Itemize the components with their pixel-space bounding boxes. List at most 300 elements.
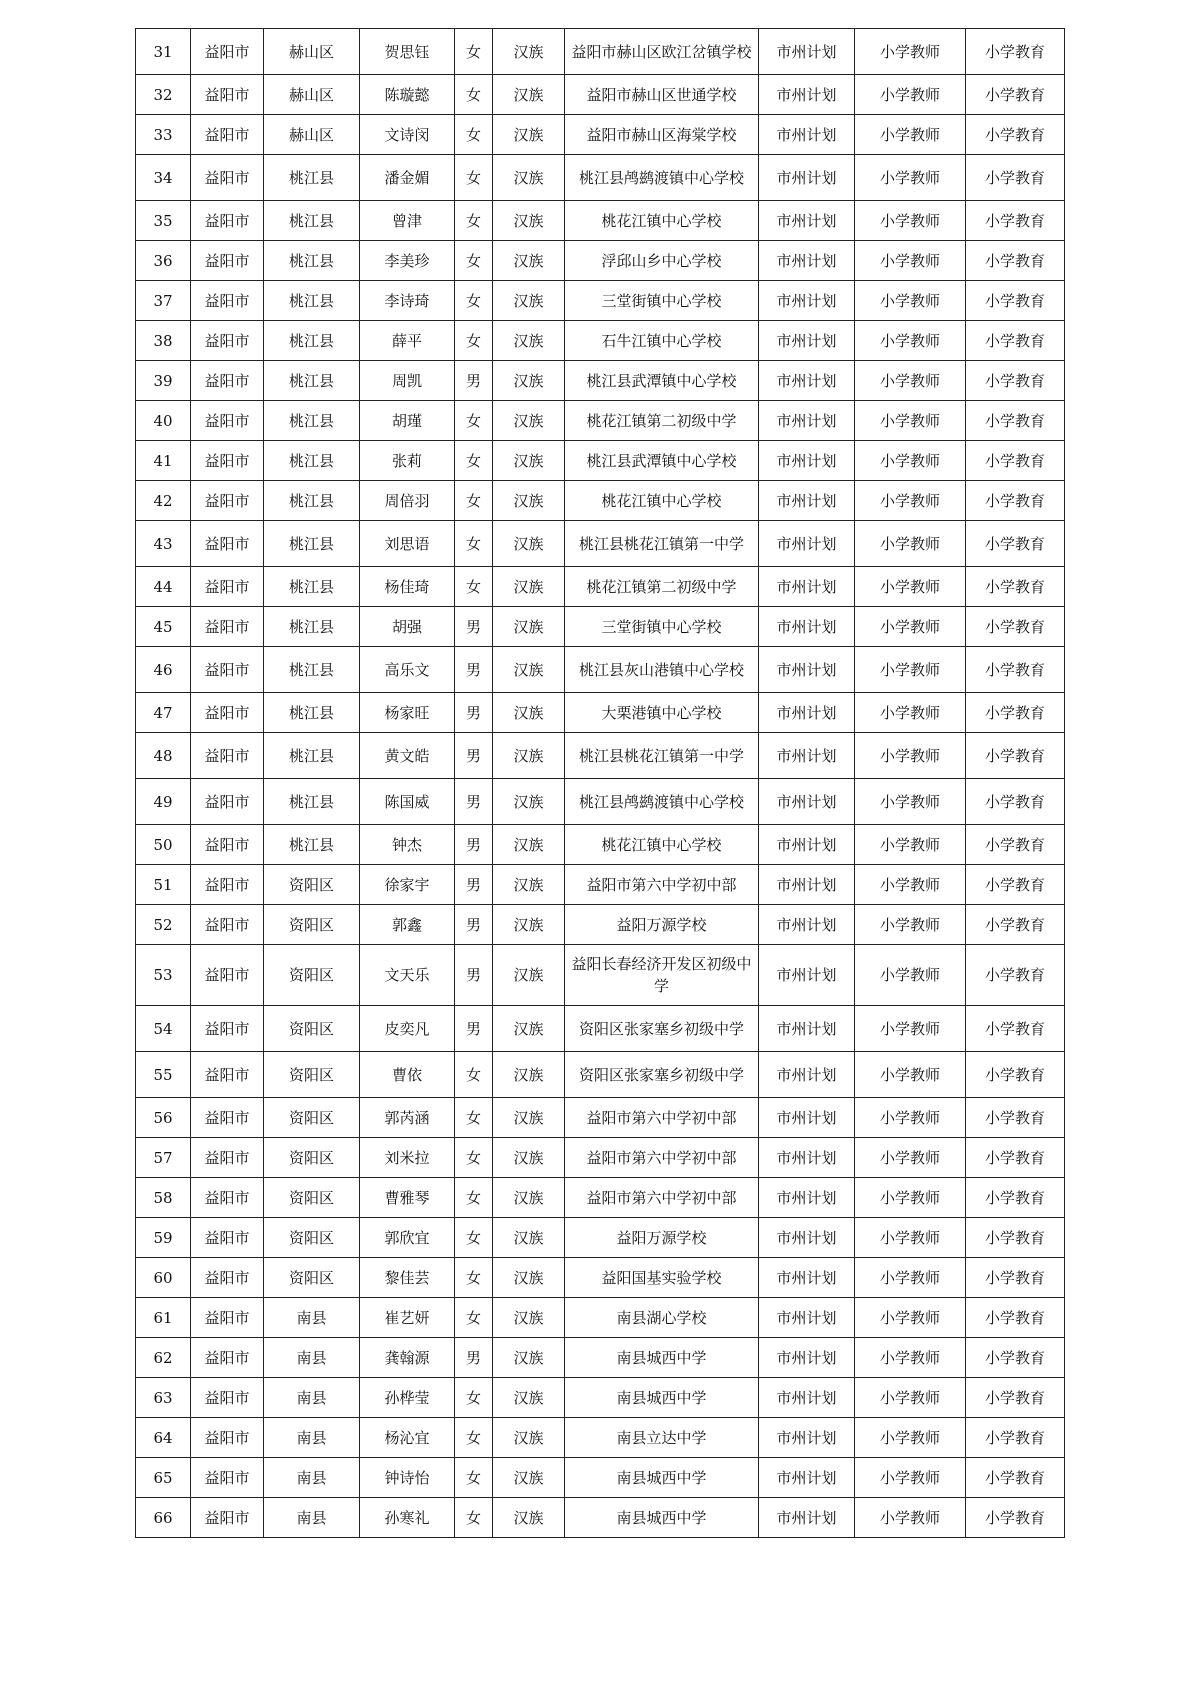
ethnicity-cell: 汉族	[493, 865, 565, 905]
position-cell: 小学教师	[855, 779, 966, 825]
plan-type-cell: 市州计划	[759, 521, 855, 567]
plan-type-cell: 市州计划	[759, 481, 855, 521]
plan-type-cell: 市州计划	[759, 1338, 855, 1378]
ethnicity-cell: 汉族	[493, 75, 565, 115]
city-cell: 益阳市	[191, 607, 264, 647]
city-cell: 益阳市	[191, 155, 264, 201]
school-cell: 浮邱山乡中心学校	[565, 241, 759, 281]
table-row	[136, 201, 1065, 241]
major-cell: 小学教育	[966, 115, 1065, 155]
plan-type-cell: 市州计划	[759, 115, 855, 155]
position-cell: 小学教师	[855, 1338, 966, 1378]
position-cell: 小学教师	[855, 733, 966, 779]
position-cell: 小学教师	[855, 241, 966, 281]
row-number-cell: 40	[136, 401, 191, 441]
name-cell: 黄文皓	[360, 733, 455, 779]
position-cell: 小学教师	[855, 1258, 966, 1298]
position-cell: 小学教师	[855, 567, 966, 607]
position-cell: 小学教师	[855, 1138, 966, 1178]
ethnicity-cell: 汉族	[493, 115, 565, 155]
name-cell: 皮奕凡	[360, 1006, 455, 1052]
ethnicity-cell: 汉族	[493, 733, 565, 779]
school-cell: 益阳长春经济开发区初级中学	[565, 945, 759, 1006]
table-row	[136, 825, 1065, 865]
major-cell: 小学教育	[966, 155, 1065, 201]
school-cell: 益阳国基实验学校	[565, 1258, 759, 1298]
row-number-cell: 43	[136, 521, 191, 567]
position-cell: 小学教师	[855, 321, 966, 361]
plan-type-cell: 市州计划	[759, 647, 855, 693]
name-cell: 潘金媚	[360, 155, 455, 201]
school-cell: 桃花江镇中心学校	[565, 825, 759, 865]
plan-type-cell: 市州计划	[759, 865, 855, 905]
ethnicity-cell: 汉族	[493, 647, 565, 693]
row-number-cell: 42	[136, 481, 191, 521]
position-cell: 小学教师	[855, 825, 966, 865]
ethnicity-cell: 汉族	[493, 281, 565, 321]
gender-cell: 女	[455, 155, 493, 201]
city-cell: 益阳市	[191, 1052, 264, 1098]
school-cell: 桃花江镇中心学校	[565, 201, 759, 241]
county-cell: 南县	[264, 1338, 360, 1378]
major-cell: 小学教育	[966, 1338, 1065, 1378]
city-cell: 益阳市	[191, 441, 264, 481]
gender-cell: 男	[455, 361, 493, 401]
gender-cell: 女	[455, 567, 493, 607]
city-cell: 益阳市	[191, 75, 264, 115]
name-cell: 周倍羽	[360, 481, 455, 521]
city-cell: 益阳市	[191, 825, 264, 865]
school-cell: 桃花江镇第二初级中学	[565, 567, 759, 607]
name-cell: 陈国威	[360, 779, 455, 825]
row-number-cell: 60	[136, 1258, 191, 1298]
school-cell: 桃江县武潭镇中心学校	[565, 441, 759, 481]
major-cell: 小学教育	[966, 1258, 1065, 1298]
table-row	[136, 361, 1065, 401]
plan-type-cell: 市州计划	[759, 401, 855, 441]
table-row	[136, 693, 1065, 733]
school-cell: 南县城西中学	[565, 1458, 759, 1498]
table-row	[136, 779, 1065, 825]
table-row	[136, 1378, 1065, 1418]
major-cell: 小学教育	[966, 607, 1065, 647]
roster-table	[135, 28, 1065, 1538]
gender-cell: 女	[455, 1458, 493, 1498]
city-cell: 益阳市	[191, 521, 264, 567]
position-cell: 小学教师	[855, 1458, 966, 1498]
county-cell: 桃江县	[264, 155, 360, 201]
plan-type-cell: 市州计划	[759, 29, 855, 75]
major-cell: 小学教育	[966, 1138, 1065, 1178]
school-cell: 益阳市第六中学初中部	[565, 1138, 759, 1178]
plan-type-cell: 市州计划	[759, 779, 855, 825]
table-row	[136, 1138, 1065, 1178]
row-number-cell: 56	[136, 1098, 191, 1138]
county-cell: 资阳区	[264, 865, 360, 905]
position-cell: 小学教师	[855, 1498, 966, 1538]
row-number-cell: 45	[136, 607, 191, 647]
school-cell: 南县立达中学	[565, 1418, 759, 1458]
plan-type-cell: 市州计划	[759, 567, 855, 607]
position-cell: 小学教师	[855, 115, 966, 155]
major-cell: 小学教育	[966, 865, 1065, 905]
name-cell: 李诗琦	[360, 281, 455, 321]
table-row	[136, 401, 1065, 441]
county-cell: 南县	[264, 1418, 360, 1458]
gender-cell: 女	[455, 1298, 493, 1338]
ethnicity-cell: 汉族	[493, 1258, 565, 1298]
table-row	[136, 281, 1065, 321]
row-number-cell: 33	[136, 115, 191, 155]
major-cell: 小学教育	[966, 321, 1065, 361]
name-cell: 郭芮涵	[360, 1098, 455, 1138]
name-cell: 崔艺妍	[360, 1298, 455, 1338]
county-cell: 资阳区	[264, 1052, 360, 1098]
major-cell: 小学教育	[966, 567, 1065, 607]
city-cell: 益阳市	[191, 1298, 264, 1338]
table-row	[136, 1498, 1065, 1538]
plan-type-cell: 市州计划	[759, 1418, 855, 1458]
school-cell: 桃花江镇第二初级中学	[565, 401, 759, 441]
major-cell: 小学教育	[966, 1378, 1065, 1418]
gender-cell: 男	[455, 733, 493, 779]
position-cell: 小学教师	[855, 1418, 966, 1458]
county-cell: 桃江县	[264, 361, 360, 401]
row-number-cell: 48	[136, 733, 191, 779]
table-row	[136, 155, 1065, 201]
ethnicity-cell: 汉族	[493, 1098, 565, 1138]
school-cell: 益阳市第六中学初中部	[565, 1098, 759, 1138]
position-cell: 小学教师	[855, 401, 966, 441]
name-cell: 曹雅琴	[360, 1178, 455, 1218]
major-cell: 小学教育	[966, 1218, 1065, 1258]
plan-type-cell: 市州计划	[759, 1378, 855, 1418]
ethnicity-cell: 汉族	[493, 1298, 565, 1338]
gender-cell: 女	[455, 441, 493, 481]
major-cell: 小学教育	[966, 733, 1065, 779]
plan-type-cell: 市州计划	[759, 1052, 855, 1098]
school-cell: 桃江县武潭镇中心学校	[565, 361, 759, 401]
major-cell: 小学教育	[966, 29, 1065, 75]
name-cell: 周凯	[360, 361, 455, 401]
gender-cell: 女	[455, 1178, 493, 1218]
table-row	[136, 521, 1065, 567]
ethnicity-cell: 汉族	[493, 29, 565, 75]
name-cell: 钟诗怡	[360, 1458, 455, 1498]
county-cell: 桃江县	[264, 441, 360, 481]
position-cell: 小学教师	[855, 521, 966, 567]
position-cell: 小学教师	[855, 607, 966, 647]
position-cell: 小学教师	[855, 361, 966, 401]
name-cell: 文诗闵	[360, 115, 455, 155]
name-cell: 张莉	[360, 441, 455, 481]
plan-type-cell: 市州计划	[759, 607, 855, 647]
row-number-cell: 62	[136, 1338, 191, 1378]
school-cell: 南县城西中学	[565, 1338, 759, 1378]
table-row	[136, 1098, 1065, 1138]
table-row	[136, 1458, 1065, 1498]
ethnicity-cell: 汉族	[493, 945, 565, 1006]
school-cell: 南县城西中学	[565, 1378, 759, 1418]
major-cell: 小学教育	[966, 647, 1065, 693]
county-cell: 赫山区	[264, 115, 360, 155]
plan-type-cell: 市州计划	[759, 693, 855, 733]
ethnicity-cell: 汉族	[493, 825, 565, 865]
table-row	[136, 481, 1065, 521]
city-cell: 益阳市	[191, 1138, 264, 1178]
gender-cell: 男	[455, 647, 493, 693]
county-cell: 资阳区	[264, 905, 360, 945]
row-number-cell: 66	[136, 1498, 191, 1538]
city-cell: 益阳市	[191, 321, 264, 361]
major-cell: 小学教育	[966, 1458, 1065, 1498]
major-cell: 小学教育	[966, 441, 1065, 481]
county-cell: 桃江县	[264, 201, 360, 241]
major-cell: 小学教育	[966, 945, 1065, 1006]
position-cell: 小学教师	[855, 693, 966, 733]
plan-type-cell: 市州计划	[759, 1298, 855, 1338]
school-cell: 桃江县灰山港镇中心学校	[565, 647, 759, 693]
row-number-cell: 57	[136, 1138, 191, 1178]
position-cell: 小学教师	[855, 647, 966, 693]
plan-type-cell: 市州计划	[759, 201, 855, 241]
name-cell: 陈璇懿	[360, 75, 455, 115]
gender-cell: 女	[455, 1498, 493, 1538]
table-row	[136, 1178, 1065, 1218]
row-number-cell: 55	[136, 1052, 191, 1098]
name-cell: 孙寒礼	[360, 1498, 455, 1538]
county-cell: 桃江县	[264, 779, 360, 825]
city-cell: 益阳市	[191, 481, 264, 521]
major-cell: 小学教育	[966, 1178, 1065, 1218]
ethnicity-cell: 汉族	[493, 441, 565, 481]
city-cell: 益阳市	[191, 693, 264, 733]
plan-type-cell: 市州计划	[759, 1458, 855, 1498]
county-cell: 资阳区	[264, 945, 360, 1006]
major-cell: 小学教育	[966, 1498, 1065, 1538]
gender-cell: 女	[455, 481, 493, 521]
major-cell: 小学教育	[966, 779, 1065, 825]
major-cell: 小学教育	[966, 75, 1065, 115]
county-cell: 桃江县	[264, 567, 360, 607]
plan-type-cell: 市州计划	[759, 441, 855, 481]
city-cell: 益阳市	[191, 115, 264, 155]
name-cell: 黎佳芸	[360, 1258, 455, 1298]
county-cell: 南县	[264, 1458, 360, 1498]
table-row	[136, 1338, 1065, 1378]
gender-cell: 男	[455, 1006, 493, 1052]
ethnicity-cell: 汉族	[493, 321, 565, 361]
school-cell: 资阳区张家塞乡初级中学	[565, 1052, 759, 1098]
plan-type-cell: 市州计划	[759, 905, 855, 945]
name-cell: 杨佳琦	[360, 567, 455, 607]
major-cell: 小学教育	[966, 281, 1065, 321]
ethnicity-cell: 汉族	[493, 401, 565, 441]
school-cell: 桃江县桃花江镇第一中学	[565, 521, 759, 567]
row-number-cell: 63	[136, 1378, 191, 1418]
school-cell: 南县城西中学	[565, 1498, 759, 1538]
position-cell: 小学教师	[855, 281, 966, 321]
ethnicity-cell: 汉族	[493, 607, 565, 647]
county-cell: 桃江县	[264, 401, 360, 441]
name-cell: 贺思钰	[360, 29, 455, 75]
county-cell: 资阳区	[264, 1218, 360, 1258]
major-cell: 小学教育	[966, 521, 1065, 567]
table-row	[136, 1218, 1065, 1258]
ethnicity-cell: 汉族	[493, 521, 565, 567]
ethnicity-cell: 汉族	[493, 905, 565, 945]
city-cell: 益阳市	[191, 1418, 264, 1458]
plan-type-cell: 市州计划	[759, 1098, 855, 1138]
city-cell: 益阳市	[191, 1258, 264, 1298]
row-number-cell: 47	[136, 693, 191, 733]
ethnicity-cell: 汉族	[493, 201, 565, 241]
county-cell: 桃江县	[264, 607, 360, 647]
city-cell: 益阳市	[191, 241, 264, 281]
table-row	[136, 865, 1065, 905]
county-cell: 资阳区	[264, 1178, 360, 1218]
plan-type-cell: 市州计划	[759, 1218, 855, 1258]
school-cell: 益阳市赫山区欧江岔镇学校	[565, 29, 759, 75]
table-row	[136, 567, 1065, 607]
row-number-cell: 61	[136, 1298, 191, 1338]
county-cell: 桃江县	[264, 521, 360, 567]
ethnicity-cell: 汉族	[493, 241, 565, 281]
county-cell: 赫山区	[264, 29, 360, 75]
name-cell: 曹依	[360, 1052, 455, 1098]
row-number-cell: 38	[136, 321, 191, 361]
position-cell: 小学教师	[855, 1006, 966, 1052]
city-cell: 益阳市	[191, 1178, 264, 1218]
plan-type-cell: 市州计划	[759, 361, 855, 401]
gender-cell: 男	[455, 693, 493, 733]
gender-cell: 女	[455, 1378, 493, 1418]
plan-type-cell: 市州计划	[759, 1498, 855, 1538]
ethnicity-cell: 汉族	[493, 1338, 565, 1378]
school-cell: 桃江县鸬鹚渡镇中心学校	[565, 155, 759, 201]
school-cell: 益阳市第六中学初中部	[565, 1178, 759, 1218]
gender-cell: 男	[455, 945, 493, 1006]
ethnicity-cell: 汉族	[493, 779, 565, 825]
row-number-cell: 52	[136, 905, 191, 945]
ethnicity-cell: 汉族	[493, 693, 565, 733]
name-cell: 高乐文	[360, 647, 455, 693]
school-cell: 石牛江镇中心学校	[565, 321, 759, 361]
position-cell: 小学教师	[855, 865, 966, 905]
ethnicity-cell: 汉族	[493, 1052, 565, 1098]
ethnicity-cell: 汉族	[493, 1218, 565, 1258]
major-cell: 小学教育	[966, 1418, 1065, 1458]
major-cell: 小学教育	[966, 241, 1065, 281]
row-number-cell: 65	[136, 1458, 191, 1498]
county-cell: 资阳区	[264, 1138, 360, 1178]
county-cell: 赫山区	[264, 75, 360, 115]
city-cell: 益阳市	[191, 1098, 264, 1138]
city-cell: 益阳市	[191, 1006, 264, 1052]
name-cell: 李美珍	[360, 241, 455, 281]
ethnicity-cell: 汉族	[493, 1418, 565, 1458]
name-cell: 薛平	[360, 321, 455, 361]
gender-cell: 女	[455, 201, 493, 241]
gender-cell: 女	[455, 521, 493, 567]
major-cell: 小学教育	[966, 1298, 1065, 1338]
school-cell: 益阳市第六中学初中部	[565, 865, 759, 905]
plan-type-cell: 市州计划	[759, 1178, 855, 1218]
county-cell: 南县	[264, 1498, 360, 1538]
gender-cell: 女	[455, 281, 493, 321]
plan-type-cell: 市州计划	[759, 155, 855, 201]
county-cell: 资阳区	[264, 1098, 360, 1138]
name-cell: 胡瑾	[360, 401, 455, 441]
city-cell: 益阳市	[191, 201, 264, 241]
row-number-cell: 35	[136, 201, 191, 241]
ethnicity-cell: 汉族	[493, 1138, 565, 1178]
gender-cell: 男	[455, 779, 493, 825]
gender-cell: 女	[455, 115, 493, 155]
city-cell: 益阳市	[191, 281, 264, 321]
gender-cell: 女	[455, 401, 493, 441]
city-cell: 益阳市	[191, 1338, 264, 1378]
table-row	[136, 1052, 1065, 1098]
major-cell: 小学教育	[966, 1098, 1065, 1138]
position-cell: 小学教师	[855, 1378, 966, 1418]
name-cell: 徐家宇	[360, 865, 455, 905]
gender-cell: 女	[455, 1258, 493, 1298]
school-cell: 资阳区张家塞乡初级中学	[565, 1006, 759, 1052]
row-number-cell: 59	[136, 1218, 191, 1258]
city-cell: 益阳市	[191, 865, 264, 905]
plan-type-cell: 市州计划	[759, 1258, 855, 1298]
major-cell: 小学教育	[966, 481, 1065, 521]
row-number-cell: 64	[136, 1418, 191, 1458]
city-cell: 益阳市	[191, 779, 264, 825]
school-cell: 益阳万源学校	[565, 1218, 759, 1258]
row-number-cell: 39	[136, 361, 191, 401]
major-cell: 小学教育	[966, 905, 1065, 945]
school-cell: 桃花江镇中心学校	[565, 481, 759, 521]
position-cell: 小学教师	[855, 155, 966, 201]
table-row	[136, 441, 1065, 481]
ethnicity-cell: 汉族	[493, 155, 565, 201]
school-cell: 桃江县鸬鹚渡镇中心学校	[565, 779, 759, 825]
name-cell: 刘米拉	[360, 1138, 455, 1178]
plan-type-cell: 市州计划	[759, 945, 855, 1006]
position-cell: 小学教师	[855, 201, 966, 241]
city-cell: 益阳市	[191, 401, 264, 441]
position-cell: 小学教师	[855, 905, 966, 945]
gender-cell: 男	[455, 607, 493, 647]
gender-cell: 女	[455, 1052, 493, 1098]
table-row	[136, 647, 1065, 693]
row-number-cell: 51	[136, 865, 191, 905]
row-number-cell: 44	[136, 567, 191, 607]
county-cell: 桃江县	[264, 321, 360, 361]
gender-cell: 男	[455, 905, 493, 945]
major-cell: 小学教育	[966, 201, 1065, 241]
gender-cell: 女	[455, 241, 493, 281]
row-number-cell: 31	[136, 29, 191, 75]
name-cell: 杨沁宜	[360, 1418, 455, 1458]
major-cell: 小学教育	[966, 361, 1065, 401]
position-cell: 小学教师	[855, 1052, 966, 1098]
county-cell: 桃江县	[264, 281, 360, 321]
row-number-cell: 49	[136, 779, 191, 825]
city-cell: 益阳市	[191, 905, 264, 945]
table-row	[136, 1258, 1065, 1298]
name-cell: 刘思语	[360, 521, 455, 567]
row-number-cell: 32	[136, 75, 191, 115]
county-cell: 桃江县	[264, 825, 360, 865]
